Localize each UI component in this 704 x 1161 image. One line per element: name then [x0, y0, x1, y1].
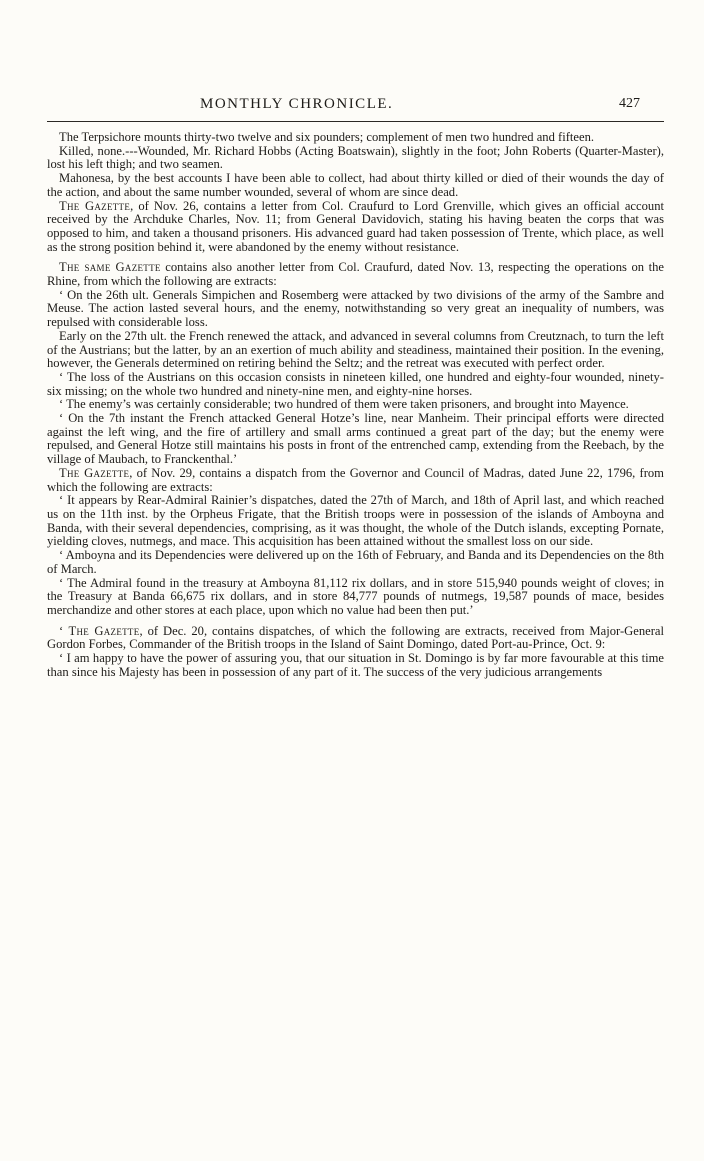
- paragraph-text: , of Nov. 29, contains a dispatch from the Governor and Council of Madras, dated June 22, 1796, from which the following are extracts:: [47, 465, 664, 494]
- paragraph-lead: ‘ The Gazette: [59, 623, 140, 638]
- paragraph: [47, 131, 664, 145]
- paragraph: [47, 261, 664, 288]
- paragraph-lead: The Gazette: [59, 198, 131, 213]
- paragraph-lead: The Gazette: [59, 465, 130, 480]
- paragraph-lead: The same Gazette: [59, 260, 161, 275]
- paragraph-text: ‘ The Admiral found in the treasury at Amboyna 81,112 rix dollars, and in store 515,940 pounds weight of cloves; in the Treasury at Banda 66,675 rix dollars, and in store 84,777 pounds of nutmegs, 19,587 pounds of mace, besides merchandize and other stores at each place, upon which no value had been then put.’: [47, 575, 664, 617]
- paragraph: [47, 145, 664, 172]
- header-rule: [47, 121, 664, 122]
- paragraph: [47, 467, 664, 494]
- paragraph: [47, 371, 664, 398]
- paragraph: [47, 398, 664, 412]
- running-title: MONTHLY CHRONICLE.: [200, 96, 394, 112]
- paragraph-text: ‘ I am happy to have the power of assuring you, that our situation in St. Domingo is by far more favourable at this time than since his Majesty has been in possession of any part of it. The success of the very judicious arrangements: [47, 651, 664, 679]
- paragraph: [47, 549, 664, 576]
- paragraph: [47, 330, 664, 371]
- paragraph: [47, 494, 664, 549]
- paragraph: [47, 652, 664, 679]
- paragraph-text: Mahonesa, by the best accounts I have been able to collect, had about thirty killed or died of their wounds the day of the action, and about the same number wounded, several of whom are since dead.: [47, 171, 664, 199]
- paragraph-text: ‘ On the 26th ult. Generals Simpichen and Rosemberg were attacked by two divisions of the army of the Sambre and Meuse. The action lasted several hours, and the enemy, notwithstanding so very great an inequality of numbers, was repulsed with considerable loss.: [47, 287, 664, 330]
- paragraph-text: ‘ On the 7th instant the French attacked General Hotze’s line, near Manheim. Their principal efforts were directed against the left wing, and the fire of artillery and small arms continued a great part of the day; but the enemy were repulsed, and General Hotze still maintains his posts in front of the entrenched camp, extending from the Reebach, by the village of Maubach, to Franckenthal.’: [47, 411, 664, 467]
- paragraph-text: , of Dec. 20, contains dispatches, of which the following are extracts, received from Major-General Gordon Forbes, Commander of the British troops in the Island of Saint Domingo, dated Port-au-Prince, Oct. 9:: [47, 623, 664, 652]
- paragraph-text: contains also another letter from Col. Craufurd, dated Nov. 13, respecting the operations on the Rhine, from which the following are extracts:: [47, 260, 664, 289]
- paragraph-text: ‘ The loss of the Austrians on this occasion consists in nineteen killed, one hundred and eighty-four wounded, ninety-six missing; on the whole two hundred and ninety-nine men, and eighty-nine horses.: [47, 369, 664, 398]
- paragraph: [47, 172, 664, 199]
- paragraph: [47, 577, 664, 618]
- paragraph: [47, 289, 664, 330]
- page-number: 427: [619, 96, 640, 111]
- paragraph-text: ‘ It appears by Rear-Admiral Rainier’s dispatches, dated the 27th of March, and 18th of April last, and which reached us on the 11th inst. by the Orpheus Frigate, that the British troops were in possession of the islands of Amboyna and Banda, with their several dependencies, comprising, as it was thought, the whole of the Dutch islands, excepting Pornate, yielding cloves, nutmegs, and mace. This acquisition has been attained without the smallest loss on our side.: [47, 493, 664, 549]
- paragraph-text: Killed, none.---Wounded, Mr. Richard Hobbs (Acting Boatswain), slightly in the foot; John Roberts (Quarter-Master), lost his left thigh; and two seamen.: [47, 143, 664, 172]
- paragraph-text: , of Nov. 26, contains a letter from Col. Craufurd to Lord Grenville, which gives an official account received by the Archduke Charles, Nov. 11; from General Davidovich, stating his having beaten the corps that was opposed to him, and taken a thousand prisoners. His advanced guard had taken possession of Trente, which place, as well as the strong position behind it, were abandoned by the enemy without resistance.: [47, 198, 664, 254]
- paragraph: [47, 200, 664, 255]
- paragraph-text: ‘ Amboyna and its Dependencies were delivered up on the 16th of February, and Banda and its Dependencies on the 8th of March.: [47, 548, 664, 576]
- paragraph: [47, 412, 664, 467]
- body-text: [47, 131, 664, 679]
- paragraph-text: Early on the 27th ult. the French renewed the attack, and advanced in several columns from Creutznach, to turn the left of the Austrians; but the latter, by an an exertion of much ability and steadiness, maintained their position. In the evening, however, the Generals determined on retiring behind the Seltz; and the retreat was executed with perfect order.: [47, 328, 664, 371]
- paragraph: [47, 625, 664, 652]
- paragraph-text: ‘ The enemy’s was certainly considerable; two hundred of them were taken prisoners, and brought into Mayence.: [59, 397, 629, 412]
- paragraph-text: The Terpsichore mounts thirty-two twelve and six pounders; complement of men two hundred and fifteen.: [59, 130, 595, 144]
- running-head: [0, 96, 704, 118]
